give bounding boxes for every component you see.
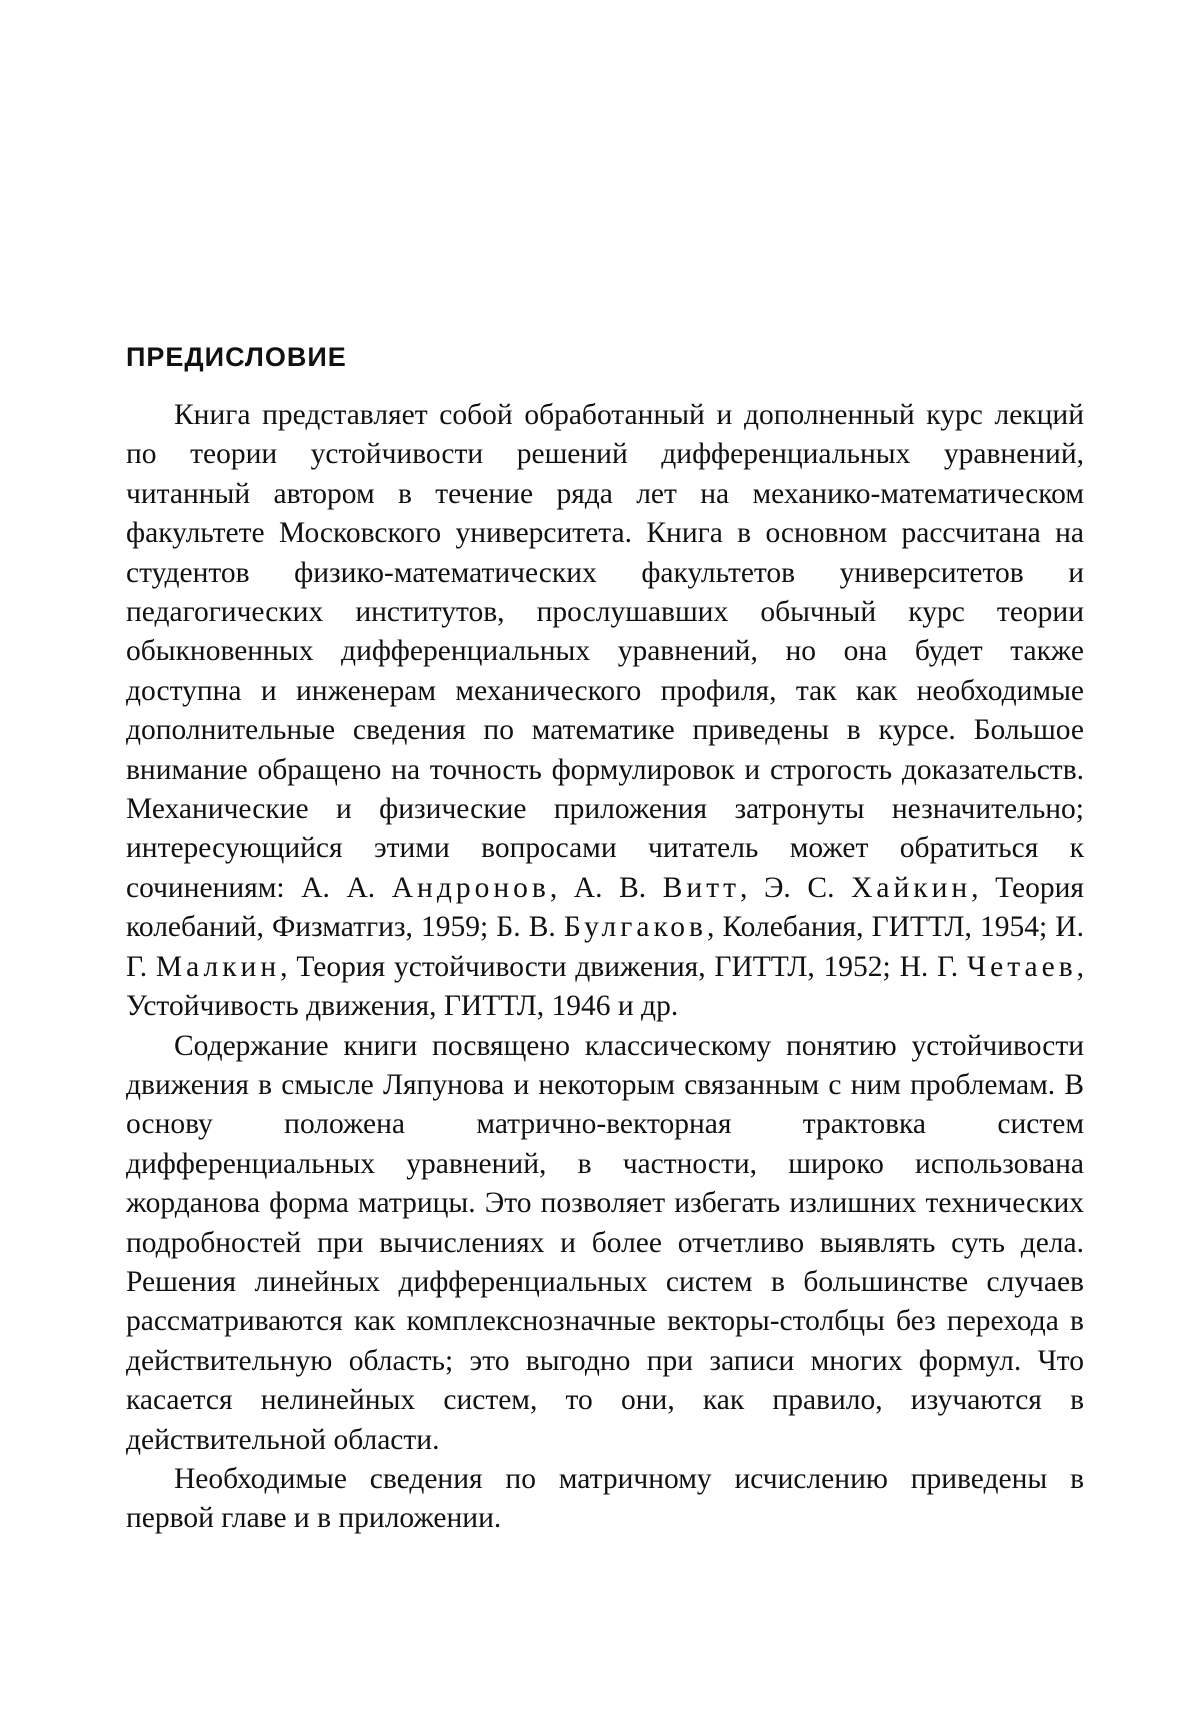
paragraph-1: [126, 396, 1084, 1027]
author-name: Четаев: [966, 950, 1077, 983]
paragraph-text: , Теория колебаний, Физматгиз, 1959; Б. В.: [126, 871, 1084, 944]
paragraph-text: , Устойчивость движения, ГИТТЛ, 1946 и др.: [126, 950, 1084, 1023]
paragraph-2: [126, 1027, 1084, 1460]
paragraph-text: , А. В.: [549, 871, 663, 904]
author-name: Андронов: [391, 871, 550, 904]
page-heading: ПРЕДИСЛОВИЕ: [126, 342, 347, 372]
paragraph-text: , Колебания, ГИТТЛ, 1954; И. Г.: [126, 911, 1084, 983]
paragraph-text: , Теория устойчивости движения, ГИТТЛ, 1952; Н. Г.: [280, 950, 967, 983]
paragraph-text: , Э. С.: [739, 871, 852, 904]
author-name: Витт: [662, 871, 740, 904]
paragraph-text: Книга представляет собой обработанный и дополненный курс лекций по теории устойчивости решений дифференциальных уравнений, читанный автором в течение ряда лет на механико-математическом факультете Московского университета. Книга в основном рассчитана на студентов физико-математических факультетов университетов и педагогических институтов, прослушавших обычный курс теории обыкновенных дифференциальных уравнений, но она будет также доступна и инженерам механического профиля, так как необходимые дополнительные сведения по математике приведены в курсе. Большое внимание обращено на точность формулировок и строгость доказательств. Механические и физические приложения затронуты незначительно; интересующийся этими вопросами читатель может обратиться к сочинениям: А. А.: [126, 399, 1084, 904]
paragraph-text: Содержание книги посвящено классическому понятию устойчивости движения в смысле Ляпунова и некоторым связанным с ним проблемам. В основу положена матрично-векторная трактовка систем дифференциальных уравнений, в частности, широко использована жорданова форма матрицы. Это позволяет избегать излишних технических подробностей при вычислениях и более отчетливо выявлять суть дела. Решения линейных дифференциальных систем в большинстве случаев рассматриваются как комплекснозначные векторы-столбцы без перехода в действительную область; это выгодно при записи многих формул. Что касается нелинейных систем, то они, как правило, изучаются в действительной области.: [126, 1029, 1084, 1456]
author-name: Булгаков: [563, 911, 707, 944]
author-name: Хайкин: [851, 871, 972, 904]
author-name: Малкин: [155, 950, 281, 983]
paragraph-text: Необходимые сведения по матричному исчислению приведены в первой главе и в приложении.: [126, 1462, 1084, 1535]
paragraph-3: [126, 1460, 1084, 1539]
page-body: [126, 340, 1084, 1539]
